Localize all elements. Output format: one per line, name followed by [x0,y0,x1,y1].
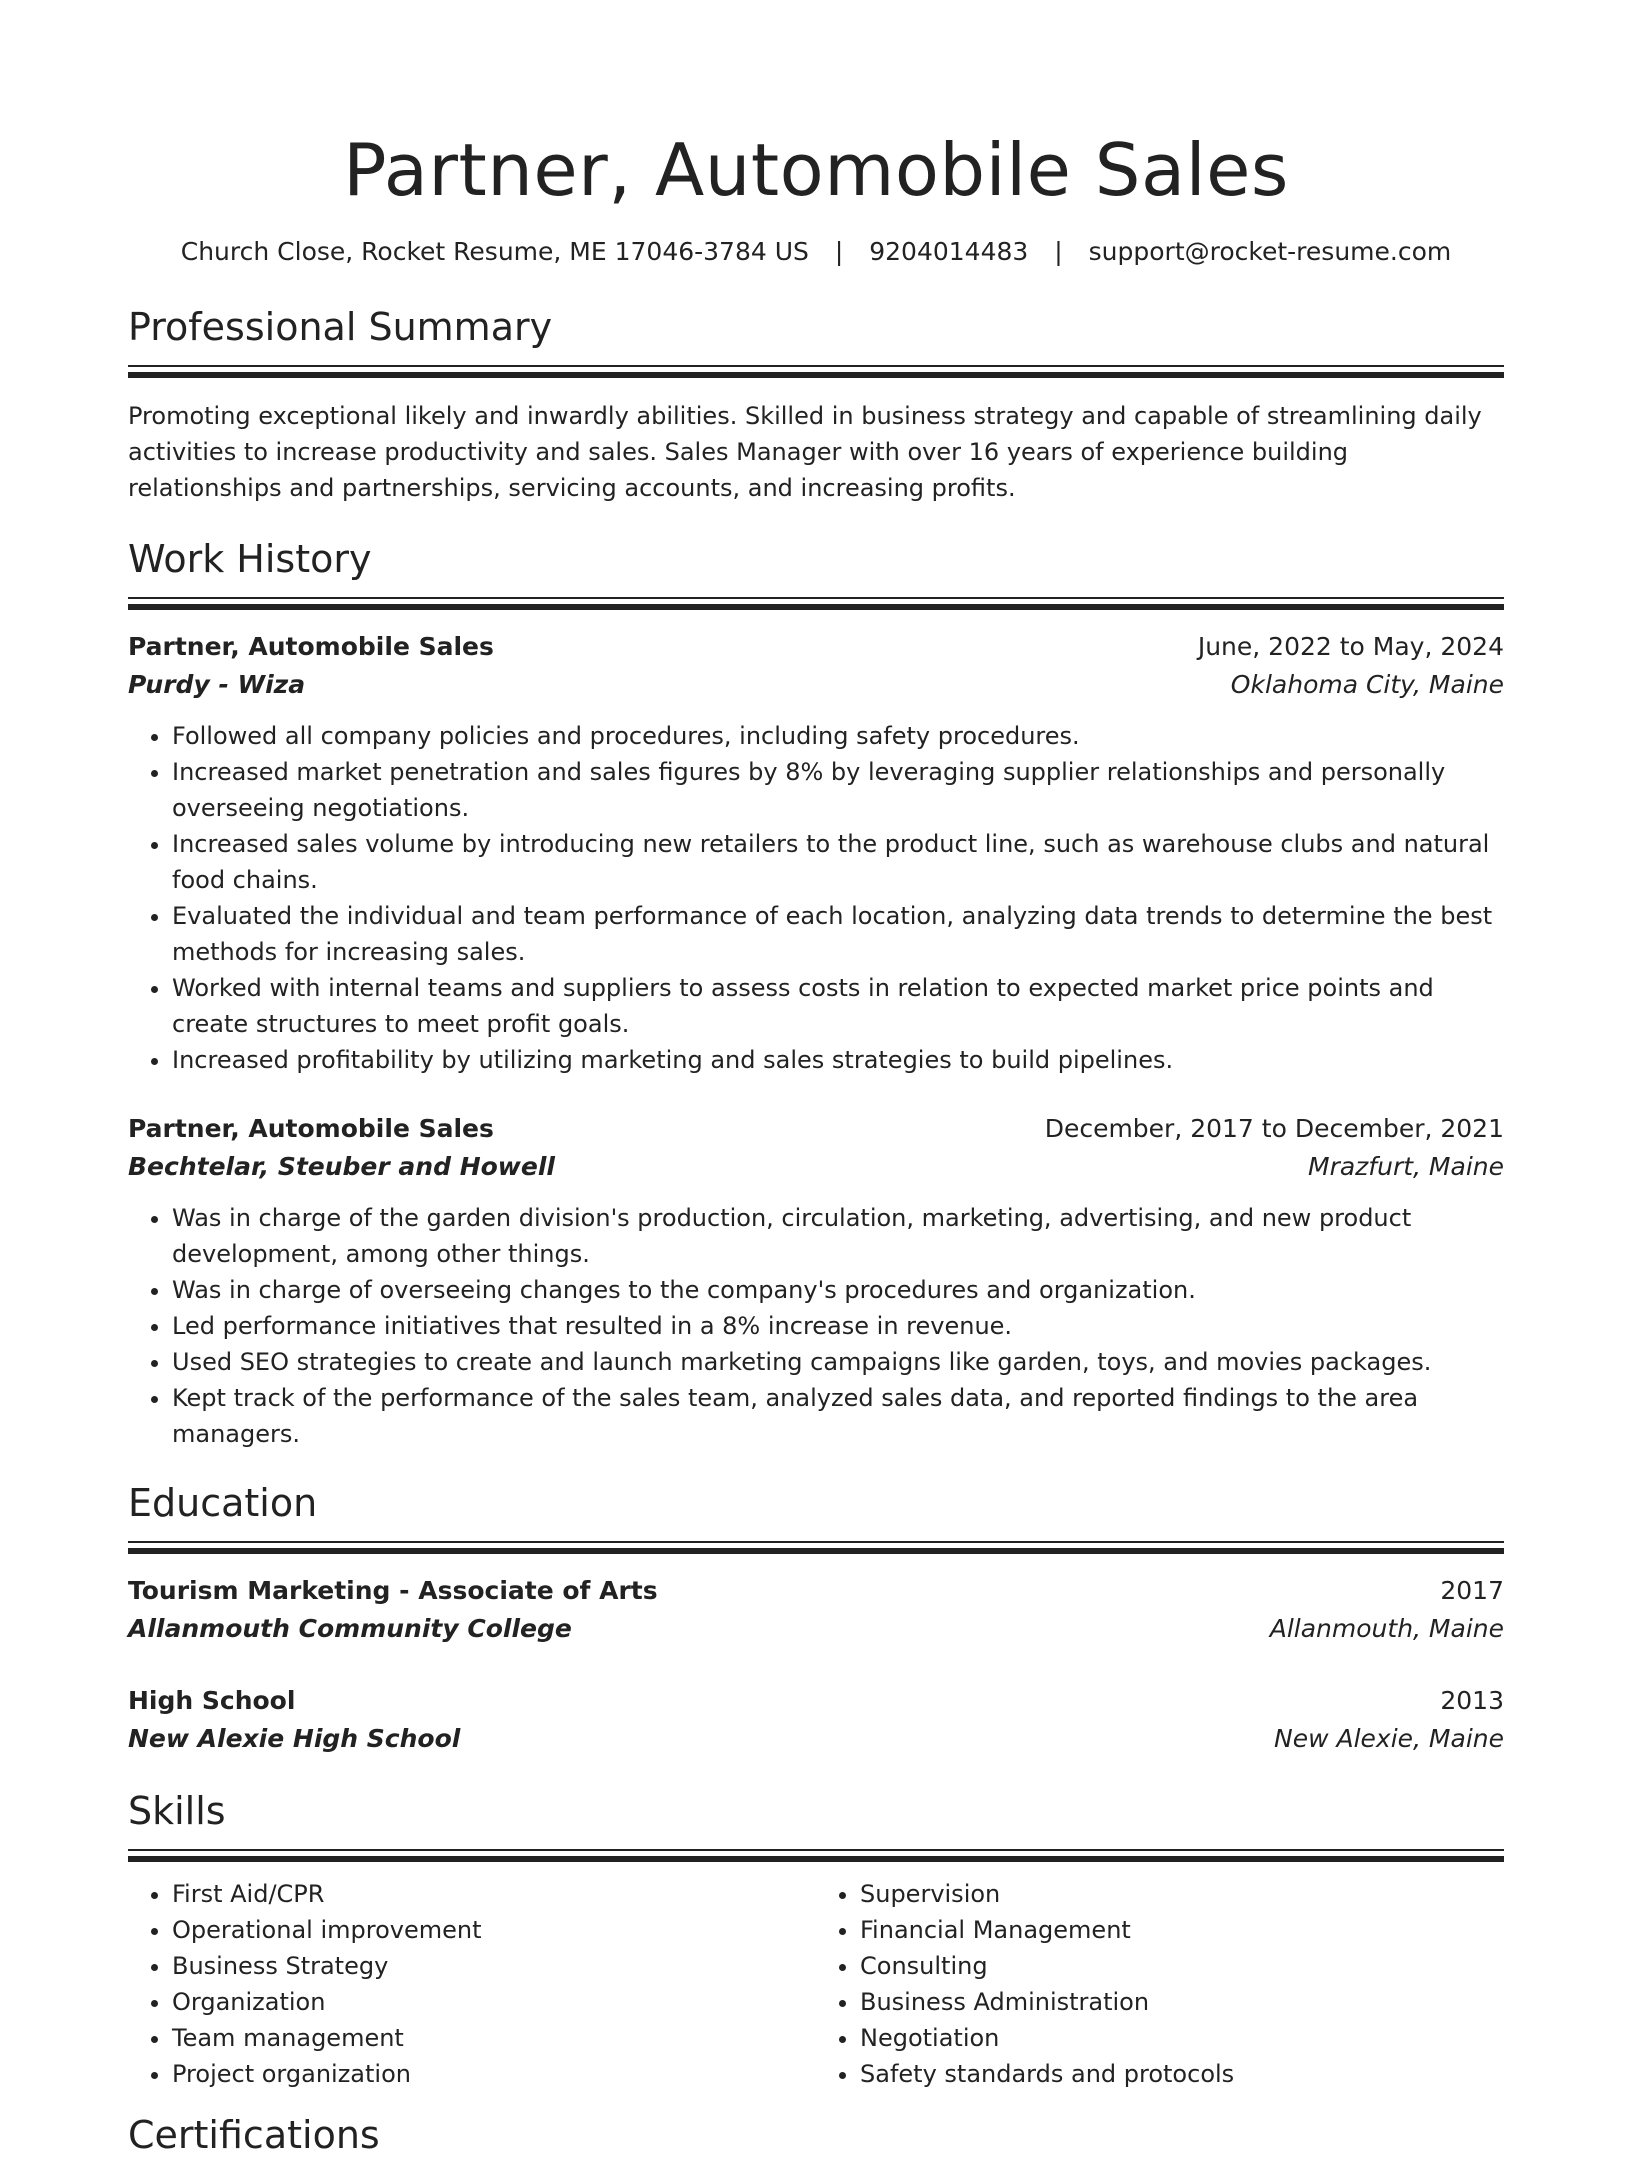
section-rule-thick [128,372,1504,378]
resume-page [128,0,1504,2160]
job-bullet: • Kept track of the performance of the sales team, analyzed sales data, and reported findings to the area managers. [172,1380,1504,1452]
section-rule [128,1541,1504,1543]
section-rule [128,365,1504,367]
education-location: New Alexie, Maine [1274,1724,1504,1753]
section-rule-thick [128,604,1504,610]
job-location: Oklahoma City, Maine [1230,670,1504,699]
job-bullet: • Used SEO strategies to create and launch marketing campaigns like garden, toys, and movies packages. [172,1344,1504,1380]
section-title-education: Education [128,1481,318,1525]
education-entry [128,1682,1504,1758]
job-bullet: • Was in charge of the garden division's production, circulation, marketing, advertising, and new product development, among other things. [172,1200,1504,1272]
skill-item: • Financial Management [860,1912,1504,1948]
education-degree: High School [128,1686,296,1715]
skill-item: • Negotiation [860,2020,1504,2056]
job-bullet: • Increased market penetration and sales figures by 8% by leveraging supplier relationships and personally overseeing negotiations. [172,754,1504,826]
section-title-summary: Professional Summary [128,305,553,349]
education-degree: Tourism Marketing - Associate of Arts [128,1576,658,1605]
education-year: 2017 [1440,1576,1504,1605]
job-bullet: • Increased sales volume by introducing new retailers to the product line, such as warehouse clubs and natural food chains. [172,826,1504,898]
skill-item: • Project organization [172,2056,816,2092]
skill-item: • Consulting [860,1948,1504,1984]
skill-item: • Business Administration [860,1984,1504,2020]
skill-item: • Safety standards and protocols [860,2056,1504,2092]
section-rule [128,597,1504,599]
skill-item: • Team management [172,2020,816,2056]
job-bullet: • Followed all company policies and procedures, including safety procedures. [172,718,1504,754]
job-location: Mrazfurt, Maine [1308,1152,1504,1181]
education-school: Allanmouth Community College [128,1614,572,1643]
section-rule-thick [128,1856,1504,1862]
contact-email: support@rocket-resume.com [1088,237,1452,266]
job-bullet: • Evaluated the individual and team performance of each location, analyzing data trends to determine the best methods for increasing sales. [172,898,1504,970]
section-title-certifications: Certifications [128,2113,380,2157]
skills-section [128,1786,1504,2092]
skills-list [128,1876,1504,2092]
job-entry [128,628,1504,1078]
contact-address: Church Close, Rocket Resume, ME 17046-3784 US [180,237,809,266]
section-rule [128,1849,1504,1851]
contact-separator: | [1054,237,1063,266]
skill-item: • Supervision [860,1876,1504,1912]
skills-column-right [816,1876,1504,2092]
job-bullets [128,1200,1504,1452]
contact-separator: | [834,237,844,266]
candidate-name: Partner, Automobile Sales [343,128,1289,212]
contact-phone: 9204014483 [869,237,1029,266]
summary-text: Promoting exceptional likely and inwardly abilities. Skilled in business strategy and capable of streamlining daily activities to increase productivity and sales. Sales Manager with over 16 years of experience building relationships and partnerships, servicing accounts, and increasing profits. [128,402,1482,502]
skill-item: • Operational improvement [172,1912,816,1948]
section-rule-thick [128,1548,1504,1554]
education-section [128,1478,1504,1758]
job-bullet: • Worked with internal teams and suppliers to assess costs in relation to expected market price points and create structures to meet profit goals. [172,970,1504,1042]
job-company: Bechtelar, Steuber and Howell [128,1152,555,1181]
skill-item: • Business Strategy [172,1948,816,1984]
section-title-skills: Skills [128,1789,226,1833]
work-section [128,534,1504,1452]
job-title: Partner, Automobile Sales [128,1114,494,1143]
job-dates: December, 2017 to December, 2021 [1044,1114,1504,1143]
education-school: New Alexie High School [128,1724,461,1753]
skill-item: • Organization [172,1984,816,2020]
skills-column-left [128,1876,816,2092]
summary-section [128,302,1504,506]
job-entry [128,1110,1504,1452]
job-title: Partner, Automobile Sales [128,632,494,661]
job-dates: June, 2022 to May, 2024 [1197,632,1504,661]
education-year: 2013 [1440,1686,1504,1715]
job-bullet: • Increased profitability by utilizing marketing and sales strategies to build pipelines. [172,1042,1504,1078]
contact-line [128,236,1504,268]
skill-item: • First Aid/CPR [172,1876,816,1912]
job-company: Purdy - Wiza [128,670,306,699]
education-location: Allanmouth, Maine [1269,1614,1504,1643]
section-title-work: Work History [128,537,372,581]
certifications-section [128,2110,1504,2160]
job-bullet: • Was in charge of overseeing changes to the company's procedures and organization. [172,1272,1504,1308]
job-bullets [128,718,1504,1078]
job-bullet: • Led performance initiatives that resulted in a 8% increase in revenue. [172,1308,1504,1344]
education-entry [128,1572,1504,1648]
